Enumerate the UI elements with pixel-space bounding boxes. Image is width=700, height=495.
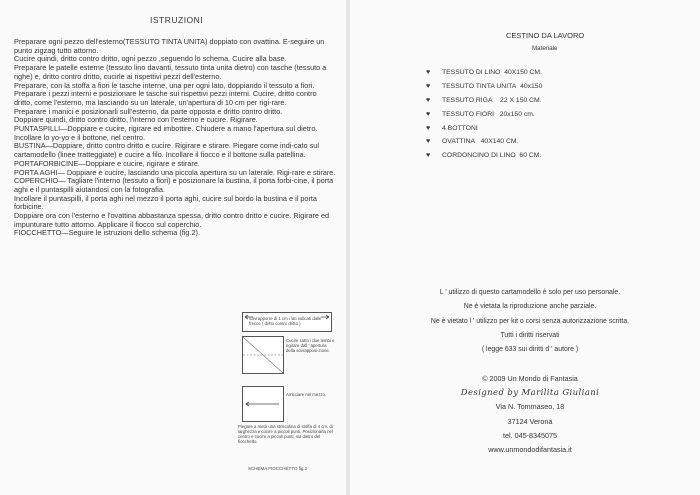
diagram-step-3 [242,386,284,422]
diagram-note-2: Cucire sotto i due lembi e rigirare dall ' apertura della sovrapposi-zione. [286,338,335,353]
material-item [426,107,542,121]
contact-block [410,372,650,457]
instruction-paragraph: Doppiare ora con l'esterno e l'ovattina abbastanza spessa, dritto contro dritto e cucire. Rigirare ed impunturare tutto attorno. Applicare il fiocco sul coperchio. [14,211,330,229]
material-size: 40x150 [520,83,543,91]
bow-diagram [236,312,340,460]
heart-bullet-icon: ♥ [426,110,431,118]
instruction-paragraph: Preparare, con la stoffa a fiori le tasche interne, una per ogni lato, doppiando il tessuto a fiori. [14,80,315,90]
instruction-paragraph: Cucire quindi, dritto contro dritto, ogni pezzo ,seguendo lo schema. Cucire alla base. [14,54,287,64]
material-item [426,149,542,163]
pattern-title: CESTINO DA LAVORO [506,31,585,40]
instruction-paragraph: COPERCHIO— Tagliare l'interno (tessuto a fiori) e posizionare la bustina, il porta forbi-cine, il porta aghi e il puntaspilli aiutandosi con la fotografia. [14,176,334,194]
material-name: TESSUTO RIGA [442,96,493,104]
copyright: © 2009 Un Mondo di Fantasia [482,374,578,383]
rights-notice [380,286,680,357]
material-size: 40X140 CM. [480,138,519,146]
designer-signature: Designed by Marilita Giuliani [460,388,600,399]
rights-line: Tutti i diritti riservati [500,331,560,339]
city: 37124 Verona [507,416,553,426]
phone: tel. 045-8345075 [503,430,557,440]
diagram-note-1: Sovrapporre di 1 cm i lati indicati dalle frecce ( dritto contro dritto ) [249,316,322,326]
diagram-note-4: Piegare a metà una striscolina di stoffa di 4 cm. di larghezza e cucire a piccoli punti. Posizionarla nel centro e cucire a piccoli punti, sul dietro del fiocchetto. [238,424,333,444]
material-item [426,94,542,108]
material-name: 4 BOTTONI [442,124,478,132]
instructions-body [14,38,336,238]
material-name: OVATTINA [442,138,475,146]
rights-line: ( legge 633 sui diritti d ' autore ) [481,346,579,354]
diagram-note-3: Arricciare nel mezzo. [286,392,327,397]
website-link[interactable]: www.unmondodifantasia.it [488,445,572,455]
material-size: 60 CM. [519,152,542,160]
instruction-paragraph: BUSTINA—Doppiare, dritto contro dritto e cucire. Rigirare e stirare. Piegare come indi-cato sul cartamodello (linee tratteggiate) e cucire a filo. Incollare il fiocco e il bottone sulla patellina. [14,141,319,160]
heart-bullet-icon: ♥ [426,124,431,132]
material-size: 22 X 150 CM. [500,96,542,104]
diagram-step-1 [242,312,332,332]
material-size: 20x150 cm. [499,110,535,118]
instructions-title: ISTRUZIONI [150,15,204,25]
instruction-paragraph: PORTA AGHI— Doppiare e cucire, lasciando una piccola apertura su un laterale. Rigi-rare e stirare. [14,167,336,177]
heart-bullet-icon: ♥ [426,69,431,77]
materials-list [426,66,542,163]
heart-bullet-icon: ♥ [426,138,431,146]
instruction-paragraph: PUNTASPILLI—Doppiare e cucire, rigirare ed imbottire. Chiudere a mano l'apertura sul dietro. Incollare lo yo-yo e il bottone, nel centro. [14,124,318,142]
instruction-paragraph: Preparare i pezzi interni e posizionare le tasche sui rispettivi pezzi interni. Cucire, dritto contro dritto, come l'esterno, ma lasciando su un laterale, un'apertura di 10 cm per rigi-rare. [14,89,317,107]
diagram-caption: SCHEMA FIOCCHETTO fig.2 [248,466,308,471]
instruction-paragraph: PORTAFORBICINE—Doppiare e cucire, rigirare e stirare. [14,158,200,168]
heart-bullet-icon: ♥ [426,96,431,104]
rights-line: Ne è vietato l ' utilizzo per kit o corsi senza autorizzazione scritta. [430,317,630,325]
materials-heading: Materiale [532,45,558,52]
material-size: 40X150 CM. [504,69,542,77]
instruction-paragraph: Doppiare quindi, dritto contro dritto, l'interno con l'esterno e cucire. Rigirare. [14,115,258,125]
instruction-paragraph: Preparare ogni pezzo dell'esterno(TESSUTO TINTA UNITA) doppiato con ovattina. E-seguire un punto zigzag tutto attorno. [14,37,325,55]
material-item [426,135,542,149]
material-item [426,80,542,94]
instruction-paragraph: FIOCCHETTO—Seguire le istruzioni dello schema (fig.2). [14,228,200,238]
address: Via N. Tommaseo, 18 [495,402,565,412]
gather-icon [243,387,283,421]
material-item [426,121,542,135]
material-item [426,66,542,80]
instruction-paragraph: Incollare il puntaspilli, il porta aghi nel mezzo il porta aghi, cucire sul bordo la bustina e il porta forbicine. [14,193,317,212]
heart-bullet-icon: ♥ [426,152,431,160]
rights-line: L ' utilizzo di questo cartamodello è solo per uso personale. [439,289,621,296]
instruction-paragraph: Preparare le patelle esterne (tessuto lino davanti, tessuto tinta unita dietro) con tasche (tessuto a righe) e, dritto contro dritto, cucirle ai rispettivi pezzi dell'esterno. [14,63,327,81]
material-name: TESSUTO FIORI [442,110,494,118]
rights-line: Ne è vietata la riproduzione anche parziale. [463,303,597,311]
diagram-step-2 [242,336,284,374]
heart-bullet-icon: ♥ [426,83,431,91]
instruction-paragraph: Preparare i manici e posizionarli sull'esterno, da parte opposta e dritto contro dritto. [14,106,283,116]
fold-lines-icon [243,337,283,373]
material-name: CORDONCINO DI LINO [442,152,516,160]
material-name: TESSUTO TINTA UNITA [442,83,517,91]
material-name: TESSUTO DI LINO [442,69,501,77]
